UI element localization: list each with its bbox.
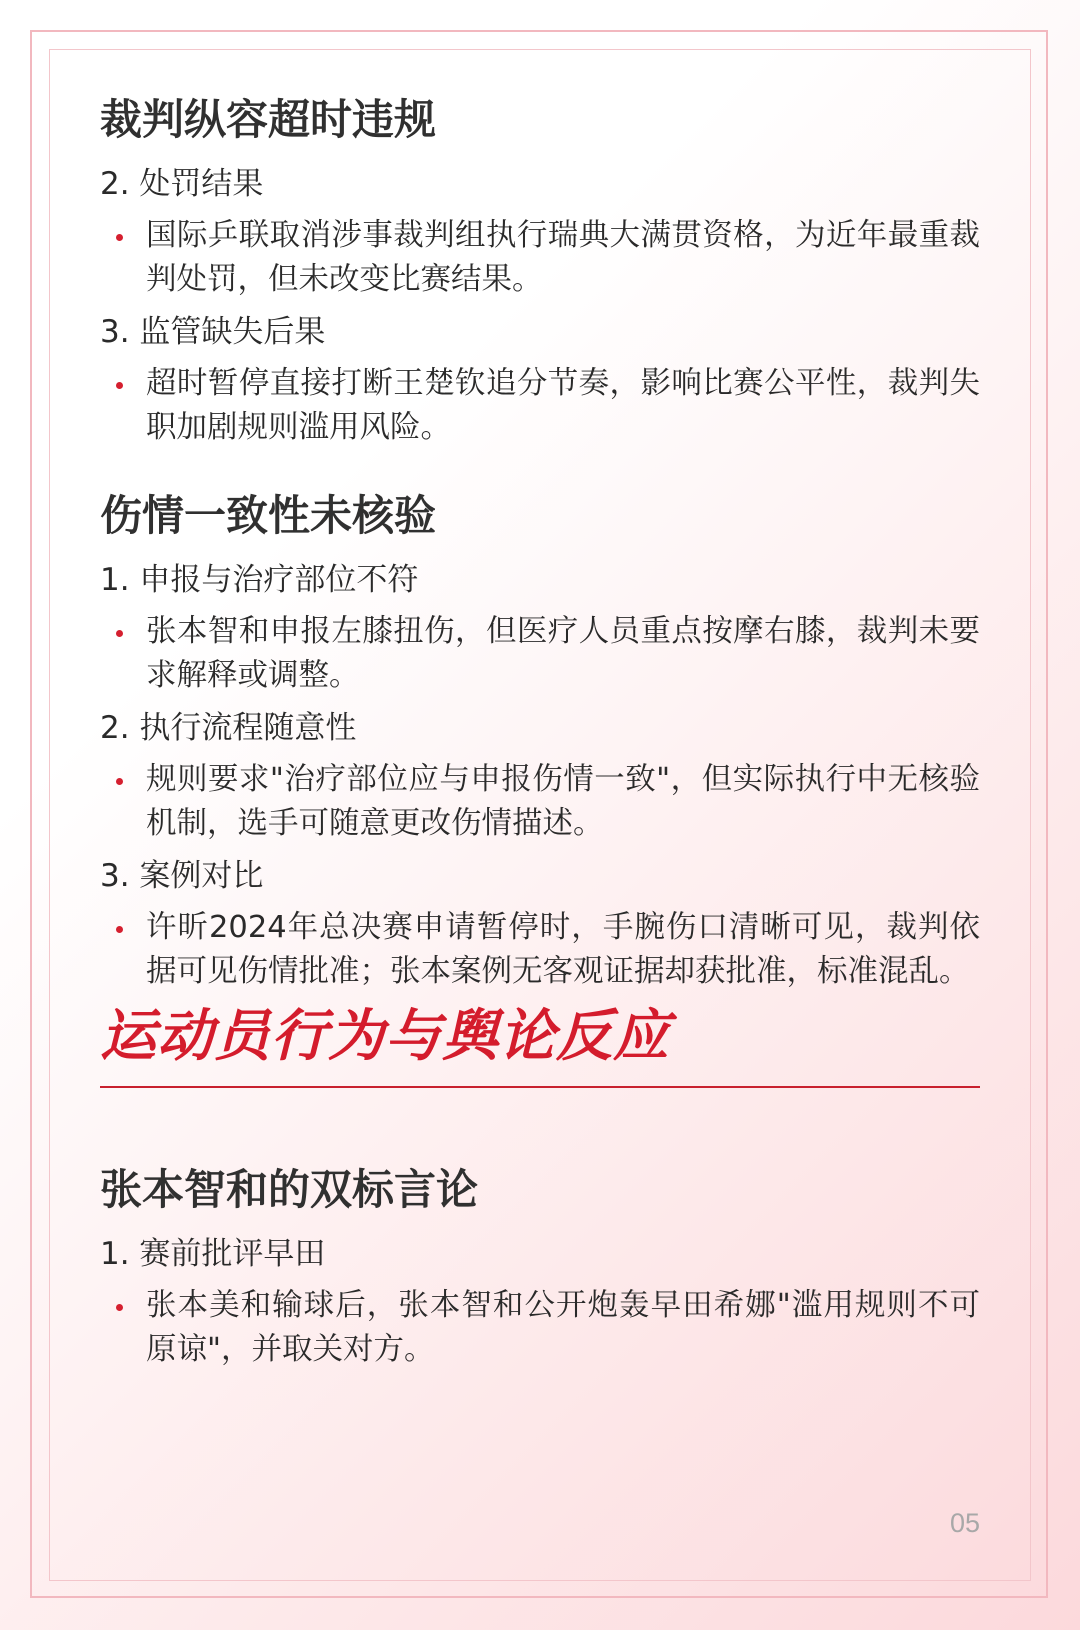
bullet-text: 张本智和申报左膝扭伤，但医疗人员重点按摩右膝，裁判未要求解释或调整。 bbox=[146, 614, 980, 693]
bullet-item bbox=[100, 906, 980, 994]
bullet-text: 许昕2024年总决赛申请暂停时，手腕伤口清晰可见，裁判依据可见伤情批准；张本案例无客观证据却获批准，标准混乱。 bbox=[146, 910, 980, 989]
bullet-item bbox=[100, 214, 980, 302]
bullet-text: 规则要求"治疗部位应与申报伤情一致"，但实际执行中无核验机制，选手可随意更改伤情描述。 bbox=[146, 762, 980, 841]
page-content bbox=[100, 92, 980, 1380]
item-heading: 2. 处罚结果 bbox=[100, 166, 264, 202]
bullet-dot-icon bbox=[116, 926, 123, 933]
bullet-item bbox=[100, 362, 980, 450]
chapter-title: 运动员行为与舆论反应 bbox=[100, 1004, 670, 1069]
bullet-dot-icon bbox=[116, 778, 123, 785]
bullet-dot-icon bbox=[116, 1304, 123, 1311]
item-heading: 2. 执行流程随意性 bbox=[100, 710, 357, 746]
item-heading: 3. 案例对比 bbox=[100, 858, 264, 894]
item-heading: 1. 赛前批评早田 bbox=[100, 1236, 326, 1272]
bullet-dot-icon bbox=[116, 630, 123, 637]
bullet-dot-icon bbox=[116, 234, 123, 241]
bullet-item bbox=[100, 610, 980, 698]
bullet-text: 张本美和输球后，张本智和公开炮轰早田希娜"滥用规则不可原谅"，并取关对方。 bbox=[146, 1288, 980, 1367]
section-title: 伤情一致性未核验 bbox=[100, 491, 437, 540]
page-number: 05 bbox=[949, 1508, 980, 1538]
item-heading: 3. 监管缺失后果 bbox=[100, 314, 326, 350]
bullet-text: 超时暂停直接打断王楚钦追分节奏，影响比赛公平性，裁判失职加剧规则滥用风险。 bbox=[146, 366, 980, 445]
section-title: 裁判纵容超时违规 bbox=[100, 95, 437, 144]
section-title: 张本智和的双标言论 bbox=[100, 1165, 479, 1214]
bullet-item bbox=[100, 1284, 980, 1372]
bullet-dot-icon bbox=[116, 382, 123, 389]
item-heading: 1. 申报与治疗部位不符 bbox=[100, 562, 419, 598]
bullet-text: 国际乒联取消涉事裁判组执行瑞典大满贯资格，为近年最重裁判处罚，但未改变比赛结果。 bbox=[146, 218, 980, 297]
bullet-item bbox=[100, 758, 980, 846]
chapter-divider bbox=[100, 1086, 980, 1088]
